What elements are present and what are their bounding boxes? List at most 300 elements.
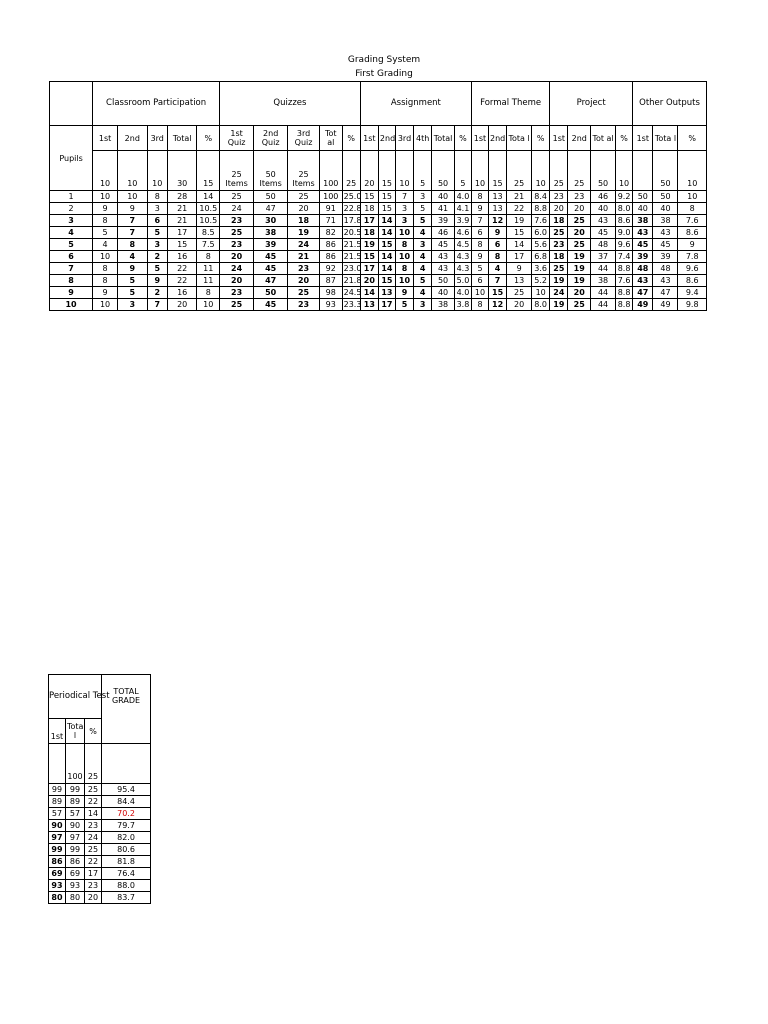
max-points: 20 [360,151,378,191]
pupil-row [50,191,707,203]
grading-table [49,81,707,311]
score-cell: 20 [220,275,254,287]
max-points: 15 [378,151,395,191]
periodical-score-cell: 99 [49,844,66,856]
score-cell: 8.6 [678,275,707,287]
periodical-row [49,844,151,856]
score-cell: 25 [507,287,532,299]
score-cell: 7.6 [616,275,633,287]
periodical-score-cell: 93 [66,880,85,892]
max-points: 50 [653,151,678,191]
max-points: 25 [568,151,591,191]
column-header: 1st [633,126,653,151]
score-cell: 14 [197,191,220,203]
score-cell: 50 [653,191,678,203]
score-cell: 8 [471,239,488,251]
column-header: % [197,126,220,151]
score-cell: 38 [633,215,653,227]
score-cell: 20 [288,275,320,287]
periodical-score-cell: 99 [66,844,85,856]
column-header: 3rd [395,126,413,151]
column-header: 1st [550,126,568,151]
score-cell: 6 [147,215,167,227]
score-cell: 4.3 [454,251,471,263]
score-cell: 43 [432,251,455,263]
periodical-score-cell: 17 [85,868,102,880]
score-cell: 3 [147,203,167,215]
score-cell: 48 [633,263,653,275]
periodical-score-cell: 25 [85,844,102,856]
score-cell: 5 [118,287,147,299]
column-header: 1st [360,126,378,151]
column-header: % [532,126,550,151]
score-cell: 6 [471,227,488,239]
column-header: 3rd [147,126,167,151]
periodical-column-header: % [85,719,102,744]
score-cell: 47 [254,203,288,215]
periodical-score-cell: 86 [49,856,66,868]
score-cell: 44 [591,299,616,311]
score-cell: 86 [319,251,342,263]
score-cell: 6 [471,275,488,287]
score-cell: 16 [167,287,196,299]
max-points: 50 [432,151,455,191]
header-corner [50,82,93,126]
score-cell: 7.6 [678,215,707,227]
score-cell: 17 [507,251,532,263]
max-points: 10 [118,151,147,191]
column-header: % [678,126,707,151]
periodical-max-row [49,744,151,784]
score-cell: 10 [395,227,413,239]
score-cell: 15 [489,287,507,299]
sub-header-row [50,126,707,151]
score-cell: 8.0 [616,203,633,215]
score-cell: 49 [633,299,653,311]
score-cell: 17 [360,263,378,275]
periodical-score-cell: 99 [66,784,85,796]
score-cell: 21 [167,215,196,227]
score-cell: 14 [378,251,395,263]
score-cell: 22 [167,275,196,287]
score-cell: 25.0 [343,192,362,201]
score-cell: 5 [395,299,413,311]
pupil-row [50,227,707,239]
score-cell: 48 [653,263,678,275]
score-cell: 4.0 [454,287,471,299]
periodical-score-cell: 90 [66,820,85,832]
score-cell: 9 [93,287,118,299]
periodical-row [49,784,151,796]
score-cell: 50 [633,191,653,203]
periodical-score-cell: 22 [85,856,102,868]
score-cell: 23 [220,287,254,299]
score-cell: 38 [432,299,455,311]
periodical-score-cell: 86 [66,856,85,868]
total-grade-cell: 83.7 [102,892,151,904]
periodical-score-cell: 20 [85,892,102,904]
max-points: 10 [616,151,633,191]
score-cell: 10 [532,287,550,299]
score-cell: 5 [147,227,167,239]
score-cell: 45 [432,239,455,251]
periodical-score-cell: 97 [66,832,85,844]
score-cell: 8 [118,239,147,251]
column-header: 2nd [118,126,147,151]
periodical-score-cell: 57 [66,808,85,820]
score-cell: 10 [118,191,147,203]
total-grade-max [102,744,151,784]
column-header: 2nd [568,126,591,151]
score-cell: 7 [471,215,488,227]
score-cell: 8.8 [532,203,550,215]
periodical-score-cell: 93 [49,880,66,892]
score-cell: 4 [414,287,432,299]
column-header: 3rd Quiz [288,126,320,151]
score-cell: 3.9 [454,215,471,227]
score-cell: 15 [378,239,395,251]
periodical-score-cell: 23 [85,820,102,832]
periodical-row [49,832,151,844]
column-header: % [342,126,360,151]
score-cell: 9 [489,227,507,239]
score-cell: 5.2 [532,275,550,287]
score-cell: 22 [507,203,532,215]
score-cell: 13 [489,203,507,215]
score-cell: 8.8 [616,287,633,299]
max-points: 10 [395,151,413,191]
pupil-row [50,215,707,227]
score-cell: 20 [568,203,591,215]
max-points: 10 [532,151,550,191]
score-cell: 16 [167,251,196,263]
score-cell: 8 [147,191,167,203]
score-cell: 20 [288,203,320,215]
periodical-row [49,880,151,892]
score-cell: 23 [220,239,254,251]
max-points: 10 [471,151,488,191]
score-cell: 9 [395,287,413,299]
score-cell: 45 [254,251,288,263]
score-cell: 9 [118,263,147,275]
score-cell: 3 [147,239,167,251]
score-cell: 43 [653,275,678,287]
group-header: Project [550,82,633,126]
periodical-score-cell: 22 [85,796,102,808]
score-cell: 11 [197,275,220,287]
score-cell: 17 [167,227,196,239]
max-points: 15 [197,151,220,191]
score-cell: 18 [360,203,378,215]
score-cell: 21.5 [343,240,362,249]
score-cell: 8.6 [678,227,707,239]
score-cell: 15 [378,275,395,287]
score-cell: 38 [591,275,616,287]
score-cell: 20 [360,275,378,287]
periodical-score-cell: 89 [66,796,85,808]
score-cell: 23 [288,299,320,311]
score-cell: 14 [507,239,532,251]
periodical-column-header: Tota l [66,719,85,744]
score-cell: 44 [591,287,616,299]
periodical-score-cell: 24 [85,832,102,844]
column-header: 4th [414,126,432,151]
score-cell: 5 [414,275,432,287]
pupil-row [50,299,707,311]
score-cell: 2 [147,251,167,263]
score-cell: 9 [118,203,147,215]
column-header: % [454,126,471,151]
column-header: 2nd Quiz [254,126,288,151]
score-cell: 7.5 [197,239,220,251]
score-cell: 10 [678,191,707,203]
score-cell: 5 [93,227,118,239]
score-cell: 39 [653,251,678,263]
periodical-score-cell: 69 [66,868,85,880]
score-cell: 25 [568,215,591,227]
score-cell: 19 [507,215,532,227]
score-cell: 4 [93,239,118,251]
score-cell: 45 [254,299,288,311]
score-cell: 18 [550,251,568,263]
group-header: Quizzes [220,82,361,126]
score-cell: 7.4 [616,251,633,263]
score-cell: 40 [653,203,678,215]
score-cell: 25 [550,227,568,239]
score-cell: 8.8 [616,299,633,311]
score-cell: 8 [395,263,413,275]
score-cell: 46 [432,227,455,239]
score-cell: 9 [507,263,532,275]
periodical-score-cell: 57 [49,808,66,820]
score-cell: 39 [254,239,288,251]
sheet-title: Grading System [347,55,421,65]
score-cell: 23 [220,215,254,227]
score-cell: 5 [471,263,488,275]
max-points: 15 [489,151,507,191]
total-grade-cell: 80.6 [102,844,151,856]
score-cell: 4.6 [454,227,471,239]
pupil-row [50,287,707,299]
periodical-score-cell: 25 [85,784,102,796]
score-cell: 8 [93,215,118,227]
score-cell: 5.0 [454,275,471,287]
score-cell: 30 [254,215,288,227]
periodical-row [49,856,151,868]
score-cell: 7 [147,299,167,311]
score-cell: 10 [395,275,413,287]
column-header: % [616,126,633,151]
score-cell: 50 [254,191,288,203]
total-grade-cell: 95.4 [102,784,151,796]
periodical-score-cell: 99 [49,784,66,796]
score-cell: 47 [254,275,288,287]
score-cell: 8 [197,287,220,299]
score-cell: 7 [118,227,147,239]
score-cell: 45 [254,263,288,275]
periodical-score-cell: 14 [85,808,102,820]
score-cell: 8 [678,203,707,215]
score-cell: 15 [378,191,395,203]
score-cell: 20 [550,203,568,215]
score-cell: 82 [319,227,342,239]
score-cell: 10 [93,299,118,311]
score-cell: 20 [167,299,196,311]
score-cell: 39 [633,251,653,263]
score-cell: 23.0 [343,264,362,273]
pupil-number: 7 [50,263,93,275]
score-cell: 9 [471,251,488,263]
score-cell: 10 [395,251,413,263]
score-cell: 21 [167,203,196,215]
column-header: Tota l [653,126,678,151]
score-cell: 19 [360,239,378,251]
score-cell: 19 [568,263,591,275]
score-cell: 38 [254,227,288,239]
total-grade-cell: 84.4 [102,796,151,808]
score-cell: 9 [147,275,167,287]
score-cell: 8 [489,251,507,263]
column-header: Tota l [507,126,532,151]
score-cell: 18 [288,215,320,227]
score-cell: 20 [507,299,532,311]
total-grade-cell: 82.0 [102,832,151,844]
periodical-row [49,808,151,820]
score-cell: 17 [378,299,395,311]
score-cell: 7 [489,275,507,287]
score-cell: 23.3 [343,300,362,309]
score-cell: 28 [167,191,196,203]
max-points: 10 [147,151,167,191]
pupil-row [50,239,707,251]
max-points: 25 [550,151,568,191]
max-points: 10 [93,151,118,191]
score-cell: 45 [653,239,678,251]
score-cell: 50 [254,287,288,299]
score-cell: 5 [118,275,147,287]
max-points: 25 Items [220,151,254,191]
score-cell: 21 [507,191,532,203]
score-cell: 41 [432,203,455,215]
periodical-score-cell: 90 [49,820,66,832]
score-cell: 71 [319,215,342,227]
score-cell: 3.8 [454,299,471,311]
score-cell: 40 [633,203,653,215]
max-points: 50 Items [254,151,288,191]
score-cell: 9 [471,203,488,215]
score-cell: 15 [378,203,395,215]
score-cell: 10 [471,287,488,299]
score-cell: 9.2 [616,191,633,203]
score-cell: 44 [591,263,616,275]
score-cell: 25 [220,191,254,203]
periodical-test-table [48,674,151,904]
score-cell: 25 [220,299,254,311]
max-points: 25 Items [288,151,320,191]
score-cell: 4 [414,263,432,275]
group-header: Formal Theme [471,82,549,126]
score-cell: 25 [568,239,591,251]
score-cell: 19 [550,299,568,311]
pupil-number: 2 [50,203,93,215]
score-cell: 100 [319,191,342,203]
score-cell: 12 [489,215,507,227]
column-header: Tot al [319,126,342,151]
score-cell: 14 [378,263,395,275]
score-cell: 5.6 [532,239,550,251]
score-cell: 24 [288,239,320,251]
score-cell: 8 [471,191,488,203]
periodical-score-cell: 89 [49,796,66,808]
score-cell: 91 [319,203,342,215]
score-cell: 50 [432,275,455,287]
score-cell: 9 [93,203,118,215]
score-cell: 14 [378,227,395,239]
pupil-number: 8 [50,275,93,287]
score-cell: 5 [414,215,432,227]
score-cell: 13 [378,287,395,299]
score-cell: 4 [489,263,507,275]
score-cell: 43 [432,263,455,275]
score-cell: 25 [288,191,320,203]
sheet-subtitle: First Grading [355,69,413,79]
score-cell: 17 [360,215,378,227]
score-cell: 43 [591,215,616,227]
score-cell: 12 [489,299,507,311]
score-cell: 48 [591,239,616,251]
score-cell: 18 [360,227,378,239]
score-cell: 13 [360,299,378,311]
periodical-score-cell: 97 [49,832,66,844]
score-cell: 8 [471,299,488,311]
score-cell: 40 [591,203,616,215]
pupil-number: 10 [50,299,93,311]
score-cell: 9.6 [678,263,707,275]
score-cell: 21.5 [343,252,362,261]
total-grade-header: TOTAL GRADE [102,675,151,744]
periodical-group-header: Periodical Test [49,675,102,719]
score-cell: 13 [507,275,532,287]
score-cell: 24 [220,203,254,215]
max-points: 100 [319,151,342,191]
total-grade-cell: 76.4 [102,868,151,880]
score-cell: 23 [550,191,568,203]
score-cell: 9.6 [616,239,633,251]
score-cell: 20 [568,287,591,299]
score-cell: 8.6 [616,215,633,227]
score-cell: 25 [568,299,591,311]
max-points-row [50,151,707,191]
score-cell: 8.5 [197,227,220,239]
score-cell: 11 [197,263,220,275]
periodical-row [49,796,151,808]
score-cell: 3 [414,191,432,203]
periodical-score-cell: 23 [85,880,102,892]
score-cell: 19 [568,251,591,263]
max-points [633,151,653,191]
group-header: Other Outputs [633,82,707,126]
pupil-row [50,203,707,215]
score-cell: 19 [568,275,591,287]
score-cell: 46 [591,191,616,203]
pupil-row [50,251,707,263]
score-cell: 2 [147,287,167,299]
column-header: Tot al [591,126,616,151]
score-cell: 43 [653,227,678,239]
score-cell: 19 [550,275,568,287]
score-cell: 3 [414,239,432,251]
score-cell: 21 [288,251,320,263]
